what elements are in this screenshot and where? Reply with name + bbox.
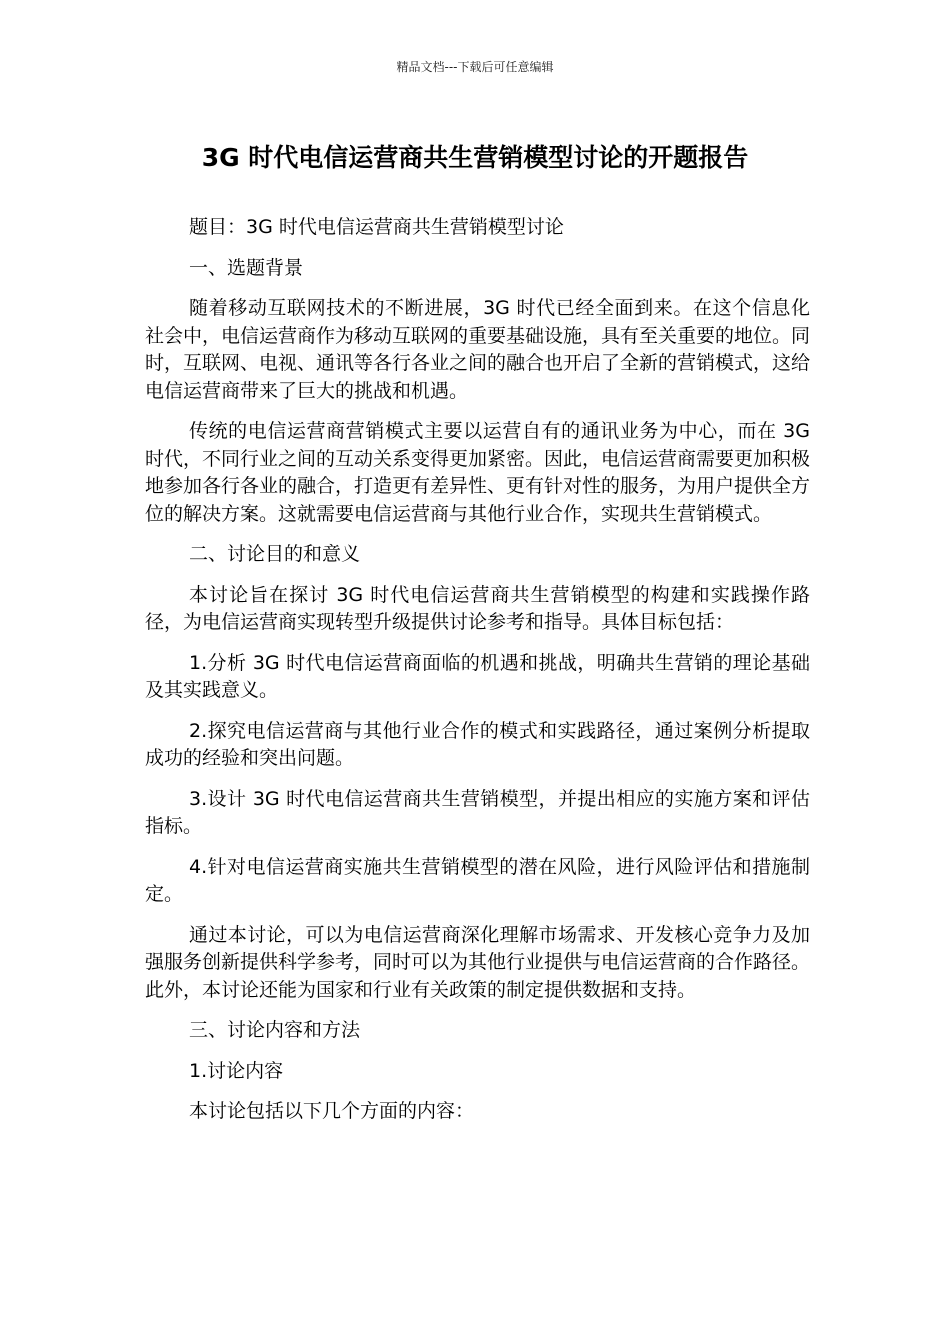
section-heading-purpose: 二、讨论目的和意义 xyxy=(189,543,361,565)
paragraph: 本讨论包括以下几个方面的内容： xyxy=(189,1100,475,1122)
list-item: 4.针对电信运营商实施共生营销模型的潜在风险，进行风险评估和措施制定。 xyxy=(145,855,810,905)
topic-line: 题目：3G 时代电信运营商共生营销模型讨论 xyxy=(189,216,564,238)
list-item: 3.设计 3G 时代电信运营商共生营销模型，并提出相应的实施方案和评估指标。 xyxy=(145,787,810,837)
section-heading-content-method: 三、讨论内容和方法 xyxy=(189,1019,361,1041)
list-item: 1.分析 3G 时代电信运营商面临的机遇和挑战，明确共生营销的理论基础及其实践意义。 xyxy=(145,651,810,701)
header-note: 精品文档---下载后可任意编辑 xyxy=(396,60,554,74)
document-body xyxy=(145,214,810,1139)
paragraph: 传统的电信运营商营销模式主要以运营自有的通讯业务为中心，而在 3G 时代，不同行业之间的互动关系变得更加紧密。因此，电信运营商需要更加积极地参加各行各业的融合，打造更有差异性、更有针对性的服务，为用户提供全方位的解决方案。这就需要电信运营商与其他行业合作，实现共生营销模式。 xyxy=(145,420,811,525)
section-heading-background: 一、选题背景 xyxy=(189,256,304,279)
paragraph: 通过本讨论，可以为电信运营商深化理解市场需求、开发核心竞争力及加强服务创新提供科学参考，同时可以为其他行业提供与电信运营商的合作路径。此外，本讨论还能为国家和行业有关政策的制定提供数据和支持。 xyxy=(145,923,811,1001)
paragraph: 本讨论旨在探讨 3G 时代电信运营商共生营销模型的构建和实践操作路径，为电信运营商实现转型升级提供讨论参考和指导。具体目标包括： xyxy=(145,583,810,633)
list-item: 2.探究电信运营商与其他行业合作的模式和实践路径，通过案例分析提取成功的经验和突出问题。 xyxy=(145,719,810,769)
document-title: 3G 时代电信运营商共生营销模型讨论的开题报告 xyxy=(201,143,749,172)
subheading-content: 1.讨论内容 xyxy=(189,1059,284,1082)
paragraph: 随着移动互联网技术的不断进展，3G 时代已经全面到来。在这个信息化社会中，电信运营商作为移动互联网的重要基础设施，具有至关重要的地位。同时，互联网、电视、通讯等各行各业之间的融合也开启了全新的营销模式，这给电信运营商带来了巨大的挑战和机遇。 xyxy=(145,297,811,402)
